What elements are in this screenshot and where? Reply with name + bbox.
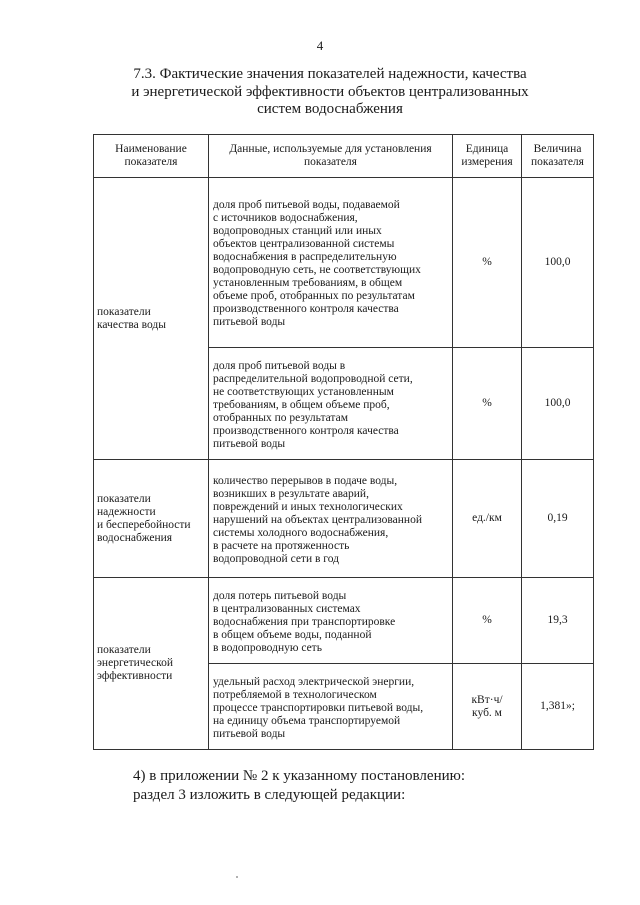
description-line: питьевой воды (213, 316, 286, 328)
indicator-description (209, 178, 453, 348)
group-name-reliability (94, 460, 209, 578)
header-line: Величина (533, 143, 582, 155)
unit-line: % (482, 256, 492, 268)
group-name-line: показатели (97, 644, 151, 656)
header-line: показателя (124, 156, 178, 168)
description-line: установленным требованиям, в общем (213, 277, 403, 289)
amendment-line: раздел 3 изложить в следующей редакции: (133, 787, 406, 803)
description-line: нарушений на объектах централизованной (213, 513, 422, 526)
group-name-line: показатели (97, 305, 151, 318)
description-line: в водопроводную сеть (213, 641, 322, 654)
indicator-description (209, 348, 453, 460)
header-data-used (209, 135, 453, 178)
value-cell: 1,381»; (522, 664, 594, 750)
unit-cell (453, 460, 522, 578)
description-line: в общем объеме воды, поданной (213, 628, 372, 641)
header-line: показателя (304, 156, 357, 168)
description-line: с источников водоснабжения, (213, 212, 358, 224)
description-line: процессе транспортировки питьевой воды, (213, 701, 424, 714)
description-line: объектов централизованной системы (213, 238, 395, 250)
header-line: Наименование (115, 143, 187, 155)
table-row (94, 460, 594, 578)
description-line: не соответствующих установленным (213, 385, 394, 398)
description-line: потребляемой в технологическом (213, 688, 377, 701)
description-line: удельный расход электрической энергии, (213, 675, 415, 688)
unit-cell (453, 578, 522, 664)
section-title (100, 66, 560, 119)
description-line: производственного контроля качества (213, 303, 399, 315)
description-line: водоснабжения при транспортировке (213, 615, 396, 628)
group-name-line: надежности (97, 505, 156, 518)
description-line: водопроводных станций или иных (213, 225, 382, 237)
group-name-quality (94, 178, 209, 460)
description-line: водопроводную сеть, не соответствующих (213, 264, 421, 276)
indicators-table (93, 134, 594, 750)
amendment-line: 4) в приложении № 2 к указанному постановлению: (133, 768, 465, 784)
description-line: производственного контроля качества (213, 424, 399, 437)
description-line: объеме проб, отобранных по результатам (213, 290, 415, 302)
header-line: Единица (465, 143, 509, 155)
value-cell: 19,3 (522, 578, 594, 664)
unit-cell (453, 178, 522, 348)
header-line: показателя (531, 156, 584, 168)
description-line: водоснабжения в распределительную (213, 251, 397, 263)
amendment-paragraph (133, 767, 465, 805)
group-name-energy (94, 578, 209, 750)
group-name-line: показатели (97, 492, 151, 505)
page-number: 4 (316, 38, 324, 53)
header-indicator-name (94, 135, 209, 178)
unit-line: ед./км (472, 512, 502, 524)
section-title-line: систем водоснабжения (257, 101, 403, 117)
group-name-line: качества воды (97, 318, 166, 331)
unit-line: % (482, 614, 492, 626)
section-title-line: 7.3. Фактические значения показателей надежности, качества (133, 66, 527, 82)
description-line: на единицу объема транспортируемой (213, 714, 401, 727)
description-line: водопроводной сети в год (213, 552, 339, 565)
section-title-line: и энергетической эффективности объектов централизованных (131, 83, 529, 100)
description-line: распределительной водопроводной сети, (213, 372, 413, 385)
unit-line: куб. м (472, 706, 502, 719)
description-line: в расчете на протяженность (213, 539, 350, 552)
description-line: доля потерь питьевой воды (213, 589, 347, 602)
description-line: в централизованных системах (213, 602, 361, 615)
value-cell: 100,0 (522, 178, 594, 348)
description-line: доля проб питьевой воды в (213, 359, 346, 372)
unit-cell (453, 348, 522, 460)
description-line: доля проб питьевой воды, подаваемой (213, 199, 400, 211)
group-name-line: водоснабжения (97, 531, 173, 544)
description-line: системы холодного водоснабжения, (213, 526, 389, 539)
group-name-line: и бесперебойности (97, 518, 191, 531)
description-line: питьевой воды (213, 437, 286, 450)
description-line: отобранных по результатам (213, 411, 348, 424)
table-header-row (94, 135, 594, 178)
value-cell: 0,19 (522, 460, 594, 578)
description-line: количество перерывов в подаче воды, (213, 474, 398, 487)
indicator-description (209, 460, 453, 578)
table-row (94, 178, 594, 348)
description-line: питьевой воды (213, 727, 286, 740)
indicator-description (209, 664, 453, 750)
indicator-description (209, 578, 453, 664)
description-line: возникших в результате аварий, (213, 487, 369, 500)
header-unit (453, 135, 522, 178)
unit-cell (453, 664, 522, 750)
header-line: Данные, используемые для установления (229, 143, 432, 155)
header-value (522, 135, 594, 178)
scan-speck (236, 876, 238, 878)
description-line: повреждений и иных технологических (213, 500, 403, 513)
unit-line: кВт·ч/ (471, 693, 503, 706)
header-line: измерения (461, 156, 513, 168)
unit-line: % (482, 397, 492, 409)
description-line: требованиям, в общем объеме проб, (213, 398, 390, 411)
group-name-line: эффективности (97, 670, 173, 682)
group-name-line: энергетической (97, 657, 173, 669)
table-row (94, 578, 594, 664)
value-cell: 100,0 (522, 348, 594, 460)
